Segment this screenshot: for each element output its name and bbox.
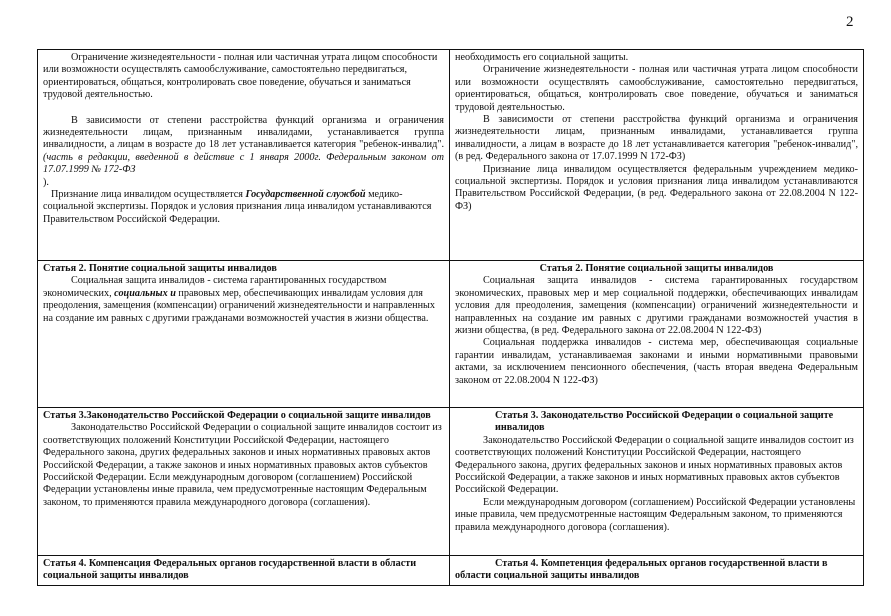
old-text-cell <box>38 50 450 261</box>
paragraph: Законодательство Российской Федерации о социальной защите инвалидов состоит из соответствующих положений Конституции Российской Федерации, настоящего Федерального закона, других федеральных законов и иных нормативных правовых актов Российской Федерации, а также законов и иных нормативных правовых актов субъектов Российской Федерации. Если международным договором (соглашением) Российской Федерации установлены иные правила, чем предусмотренные настоящим Федеральным законом, то применяются правила международного договора (соглашения). <box>43 422 442 508</box>
new-text-cell <box>450 50 864 261</box>
paragraph: Если международным договором (соглашением) Российской Федерации установлены иные правила, чем предусмотренные настоящим Федеральным законом, то применяются правила международного договора (соглашения). <box>455 496 856 533</box>
paragraph <box>43 275 444 325</box>
text: медико-социальной экспертизы. Порядок и условия признания лица инвалидом устанавливаются Правительством Российской Федерации. <box>43 189 432 225</box>
paragraph <box>43 189 444 226</box>
article-heading: Статья 4. Компенсация Федеральных органов государственной власти в области социальной защиты инвалидов <box>43 558 417 582</box>
article-heading: Статья 2. Понятие социальной защиты инвалидов <box>43 263 277 274</box>
paragraph: Законодательство Российской Федерации о социальной защите инвалидов состоит из соответствующих положений Конституции Российской Федерации, настоящего Федерального закона, других федеральных законов и иных нормативных правовых актов Российской Федерации, а также законов и иных нормативных правовых актов субъектов Российской Федерации. <box>455 434 854 496</box>
text: правовых мер, обеспечивающих инвалидам условия для преодоления, замещения (компенсации) ограничений жизнедеятельности и направленных на создание им равных с другими гражданами возможностей участия в жизни общества. <box>43 287 435 324</box>
paragraph: Ограничение жизнедеятельности - полная или частичная утрата лицом способности или возможности осуществлять самообслуживание, самостоятельно передвигаться, ориентироваться, общаться, контролировать свое поведение, обучаться и заниматься трудовой деятельностью. <box>455 64 858 113</box>
text: Социальная защита инвалидов - система гарантированных государством экономических, <box>43 275 387 299</box>
highlight-text: социальных и <box>114 287 176 299</box>
article-heading: Статья 2. Понятие социальной защиты инвалидов <box>539 263 774 274</box>
new-text-cell <box>450 408 864 556</box>
article-heading: Статья 3. Законодательство Российской Федерации о социальной защите инвалидов <box>495 410 834 434</box>
paragraph: Социальная защита инвалидов - система гарантированных государством экономических, правовых мер и мер социальной поддержки, обеспечивающих инвалидам условия для преодоления, замещения (компенсации) ограничений жизнедеятельности и направленных на создание им равных с другими гражданами возможностей участия в жизни общества, (в ред. Федерального закона от 22.08.2004 N 122-ФЗ) <box>455 275 858 337</box>
paragraph: Ограничение жизнедеятельности - полная или частичная утрата лицом способности или возможности осуществлять самообслуживание, самостоятельно передвигаться, ориентироваться, общаться, контролировать свое поведение, обучаться и заниматься трудовой деятельностью. <box>43 52 438 101</box>
table-row <box>38 261 864 408</box>
new-text-cell <box>450 556 864 586</box>
page-number: 2 <box>846 14 854 30</box>
paragraph: Социальная поддержка инвалидов - система мер, обеспечивающая социальные гарантии инвалидам, устанавливаемая законами и иными нормативными правовыми актами, за исключением пенсионного обеспечения, (часть вторая введена Федеральным законом от 22.08.2004 N 122-ФЗ) <box>455 337 858 386</box>
old-text-cell <box>38 261 450 408</box>
article-heading: Статья 3.Законодательство Российской Федерации о социальной защите инвалидов <box>43 410 431 421</box>
text: Признание лица инвалидом осуществляется <box>51 189 243 201</box>
edition-note: (часть в редакции, введенной в действие с 1 января 2000г. Федеральным законом от 17.07.1999 № 172-ФЗ <box>43 151 444 176</box>
paragraph: Признание лица инвалидом осуществляется федеральным учреждением медико-социальной экспертизы. Порядок и условия признания лица инвалидом устанавливаются Правительством Российской Федерации, (в ред. Федерального закона от 22.08.2004 N 122-ФЗ) <box>455 163 858 212</box>
text: ). <box>43 176 49 188</box>
table-row <box>38 556 864 586</box>
paragraph: В зависимости от степени расстройства функций организма и ограничения жизнедеятельности лицам, признанным инвалидами, устанавливается группа инвалидности, а лицам в возрасте до 18 лет устанавливается категория "ребенок-инвалид", (в ред. Федерального закона от 17.07.1999 N 172-ФЗ) <box>455 114 858 163</box>
old-text-cell <box>38 556 450 586</box>
paragraph <box>43 115 444 189</box>
table-row <box>38 408 864 556</box>
new-text-cell <box>450 261 864 408</box>
paragraph: необходимость его социальной защиты. <box>455 52 629 63</box>
article-heading: Статья 4. Компетенция федеральных органов государственной власти в области социальной защиты инвалидов <box>455 558 828 582</box>
highlight-text: Государственной службой <box>245 189 366 201</box>
old-text-cell <box>38 408 450 556</box>
text: В зависимости от степени расстройства функций организма и ограничения жизнедеятельности лицам, признанным инвалидами, устанавливается группа инвалидности, а лицам в возрасте до 18 лет устанавливается категория "ребенок-инвалид". <box>43 114 444 151</box>
table-row <box>38 50 864 261</box>
comparison-table <box>37 49 864 586</box>
